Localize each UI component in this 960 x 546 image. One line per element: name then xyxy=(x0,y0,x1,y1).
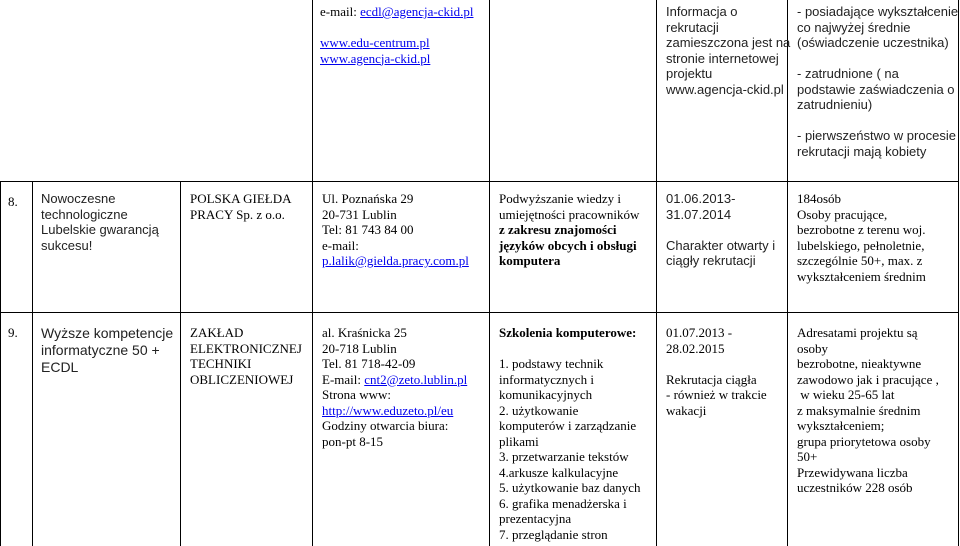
dates-cell xyxy=(666,191,775,269)
cell-line: Przewidywana liczba xyxy=(797,464,908,480)
cell-line: zawodowo jak i pracujące , xyxy=(797,371,939,387)
cell-line: 20-731 Lublin xyxy=(322,206,397,222)
grid-line xyxy=(0,181,959,182)
grid-line xyxy=(180,181,181,546)
email-link[interactable]: ecdl@agencja-ckid.pl xyxy=(360,4,474,19)
cell-line: informatyczne 50 + xyxy=(41,342,160,358)
cell-line: (oświadczenie uczestnika) xyxy=(797,35,949,50)
website-link[interactable]: www.edu-centrum.pl xyxy=(320,35,430,50)
organization-cell xyxy=(190,191,291,222)
cell-line: - pierwszeństwo w procesie xyxy=(797,128,956,143)
email-link[interactable]: p.lalik@gielda.pracy.com.pl xyxy=(322,253,469,268)
cell-line: projektu xyxy=(666,66,713,81)
cell-line: bezrobotne, nieaktywne xyxy=(797,356,922,371)
cell-line: szczególnie 50+, max. z xyxy=(797,253,923,268)
website-link[interactable]: www.agencja-ckid.pl xyxy=(320,50,431,66)
cell-line: wykształceniem średnim xyxy=(797,268,926,284)
grid-line xyxy=(312,0,313,546)
cell-line: zamieszczona jest na xyxy=(666,35,791,50)
cell-line: bezrobotne z terenu woj. xyxy=(797,222,926,237)
cell-line: stronie internetowej xyxy=(666,50,779,66)
contact-cell xyxy=(320,4,473,66)
email-label: e-mail: xyxy=(320,4,361,19)
cell-line: Nowoczesne xyxy=(41,191,116,206)
cell-line: sukcesu! xyxy=(41,237,93,253)
cell-line: TECHNIKI xyxy=(190,356,252,371)
cell-line: 1. podstawy technik xyxy=(499,356,604,371)
cell-line: umiejętności pracowników xyxy=(499,206,640,222)
cell-line: Rekrutacja ciągła xyxy=(666,371,757,387)
cell-line: 01.07.2013 - xyxy=(666,325,733,340)
cell-line: co najwyżej średnie xyxy=(797,19,911,35)
cell-line: Osoby pracujące, xyxy=(797,206,888,222)
cell-line: pon-pt 8-15 xyxy=(322,433,384,449)
cell-line: 28.02.2015 xyxy=(666,340,725,356)
cell-line: 2. użytkowanie xyxy=(499,402,579,418)
recruitment-cell xyxy=(666,4,790,97)
cell-line: OBLICZENIOWEJ xyxy=(190,371,294,387)
participants-cell xyxy=(797,191,926,284)
grid-line xyxy=(32,181,33,546)
cell-line: Podwyższanie wiedzy i xyxy=(499,191,622,206)
cell-line: uczestników 228 osób xyxy=(797,480,913,495)
cell-line: - posiadające wykształcenie xyxy=(797,4,959,19)
cell-line: 184osób xyxy=(797,191,842,206)
cell-line: plikami xyxy=(499,433,539,449)
row-number: 9. xyxy=(8,325,18,340)
grid-line xyxy=(0,181,1,546)
cell-line: zatrudnieniu) xyxy=(797,97,873,112)
cell-line: w wieku 25-65 lat xyxy=(797,387,895,402)
grid-line xyxy=(958,0,959,546)
cell-line: ZAKŁAD xyxy=(190,325,244,340)
dates-cell xyxy=(666,325,767,418)
cell-line: prezentacyjna xyxy=(499,511,572,526)
cell-line: Adresatami projektu są xyxy=(797,325,918,340)
cell-line: języków obcych i obsługi xyxy=(499,237,637,253)
participants-cell xyxy=(797,325,939,496)
project-title-cell xyxy=(41,191,159,253)
cell-line: Charakter otwarty i xyxy=(666,237,776,253)
grid-line xyxy=(489,0,490,546)
cell-line: Tel: 81 743 84 00 xyxy=(322,222,414,237)
cell-line: komunikacyjnych xyxy=(499,387,593,402)
cell-line: grupa priorytetowa osoby xyxy=(797,433,931,449)
website-label: Strona www: xyxy=(322,387,391,402)
email-link[interactable]: cnt2@zeto.lublin.pl xyxy=(364,371,468,387)
cell-line: z maksymalnie średnim xyxy=(797,402,921,418)
cell-line: Informacja o xyxy=(666,4,738,19)
cell-line: 20-718 Lublin xyxy=(322,340,397,356)
cell-line: www.agencja-ckid.pl xyxy=(666,81,784,97)
project-title-cell xyxy=(41,325,173,376)
address-cell xyxy=(322,325,467,449)
cell-line: ciągły rekrutacji xyxy=(666,253,756,268)
website-link[interactable]: http://www.eduzeto.pl/eu xyxy=(322,402,454,418)
cell-line: Godziny otwarcia biura: xyxy=(322,418,449,433)
cell-line: wakacji xyxy=(666,402,707,418)
cell-line: 7. przeglądanie stron xyxy=(499,526,608,542)
cell-line: rekrutacji mają kobiety xyxy=(797,143,927,159)
cell-line: POLSKA GIEŁDA xyxy=(190,191,292,206)
cell-line: - również w trakcie xyxy=(666,387,767,402)
email-label: E-mail: xyxy=(322,371,365,387)
cell-line: informatycznych i xyxy=(499,371,594,387)
cell-line: 5. użytkowanie baz danych xyxy=(499,480,641,495)
scope-heading: Szkolenia komputerowe: xyxy=(499,325,637,340)
cell-line: rekrutacji xyxy=(666,19,719,35)
scope-cell xyxy=(499,325,641,542)
cell-line: 3. przetwarzanie tekstów xyxy=(499,449,629,464)
organization-cell xyxy=(190,325,302,387)
cell-line: 4.arkusze kalkulacyjne xyxy=(499,464,619,480)
cell-line: lubelskiego, pełnoletnie, xyxy=(797,237,925,253)
cell-line: wykształceniem; xyxy=(797,418,885,433)
cell-line: komputerów i zarządzanie xyxy=(499,418,637,433)
cell-line: komputera xyxy=(499,253,561,268)
grid-line xyxy=(0,312,959,313)
cell-line: 50+ xyxy=(797,449,818,464)
row-number: 8. xyxy=(8,194,18,209)
cell-line: Lubelskie gwarancją xyxy=(41,222,159,237)
cell-line: z zakresu znajomości xyxy=(499,222,617,237)
cell-line: ELEKTRONICZNEJ xyxy=(190,340,302,356)
grid-line xyxy=(656,0,657,546)
cell-line: podstawie zaświadczenia o xyxy=(797,81,955,97)
cell-line: ECDL xyxy=(41,359,79,375)
participants-cell xyxy=(797,4,958,159)
cell-line: Ul. Poznańska 29 xyxy=(322,191,414,206)
cell-line: 31.07.2014 xyxy=(666,206,732,222)
cell-line: al. Kraśnicka 25 xyxy=(322,325,407,340)
cell-line: PRACY Sp. z o.o. xyxy=(190,206,285,222)
cell-line: e-mail: xyxy=(322,237,359,253)
address-cell xyxy=(322,191,469,269)
cell-line: - zatrudnione ( na xyxy=(797,66,899,81)
cell-line: osoby xyxy=(797,340,829,356)
cell-line: 01.06.2013- xyxy=(666,191,736,206)
cell-line: Tel. 81 718-42-09 xyxy=(322,356,416,371)
scope-cell xyxy=(499,191,639,269)
cell-line: 6. grafika menadżerska i xyxy=(499,495,627,511)
cell-line: technologiczne xyxy=(41,206,128,222)
cell-line: Wyższe kompetencje xyxy=(41,325,174,341)
